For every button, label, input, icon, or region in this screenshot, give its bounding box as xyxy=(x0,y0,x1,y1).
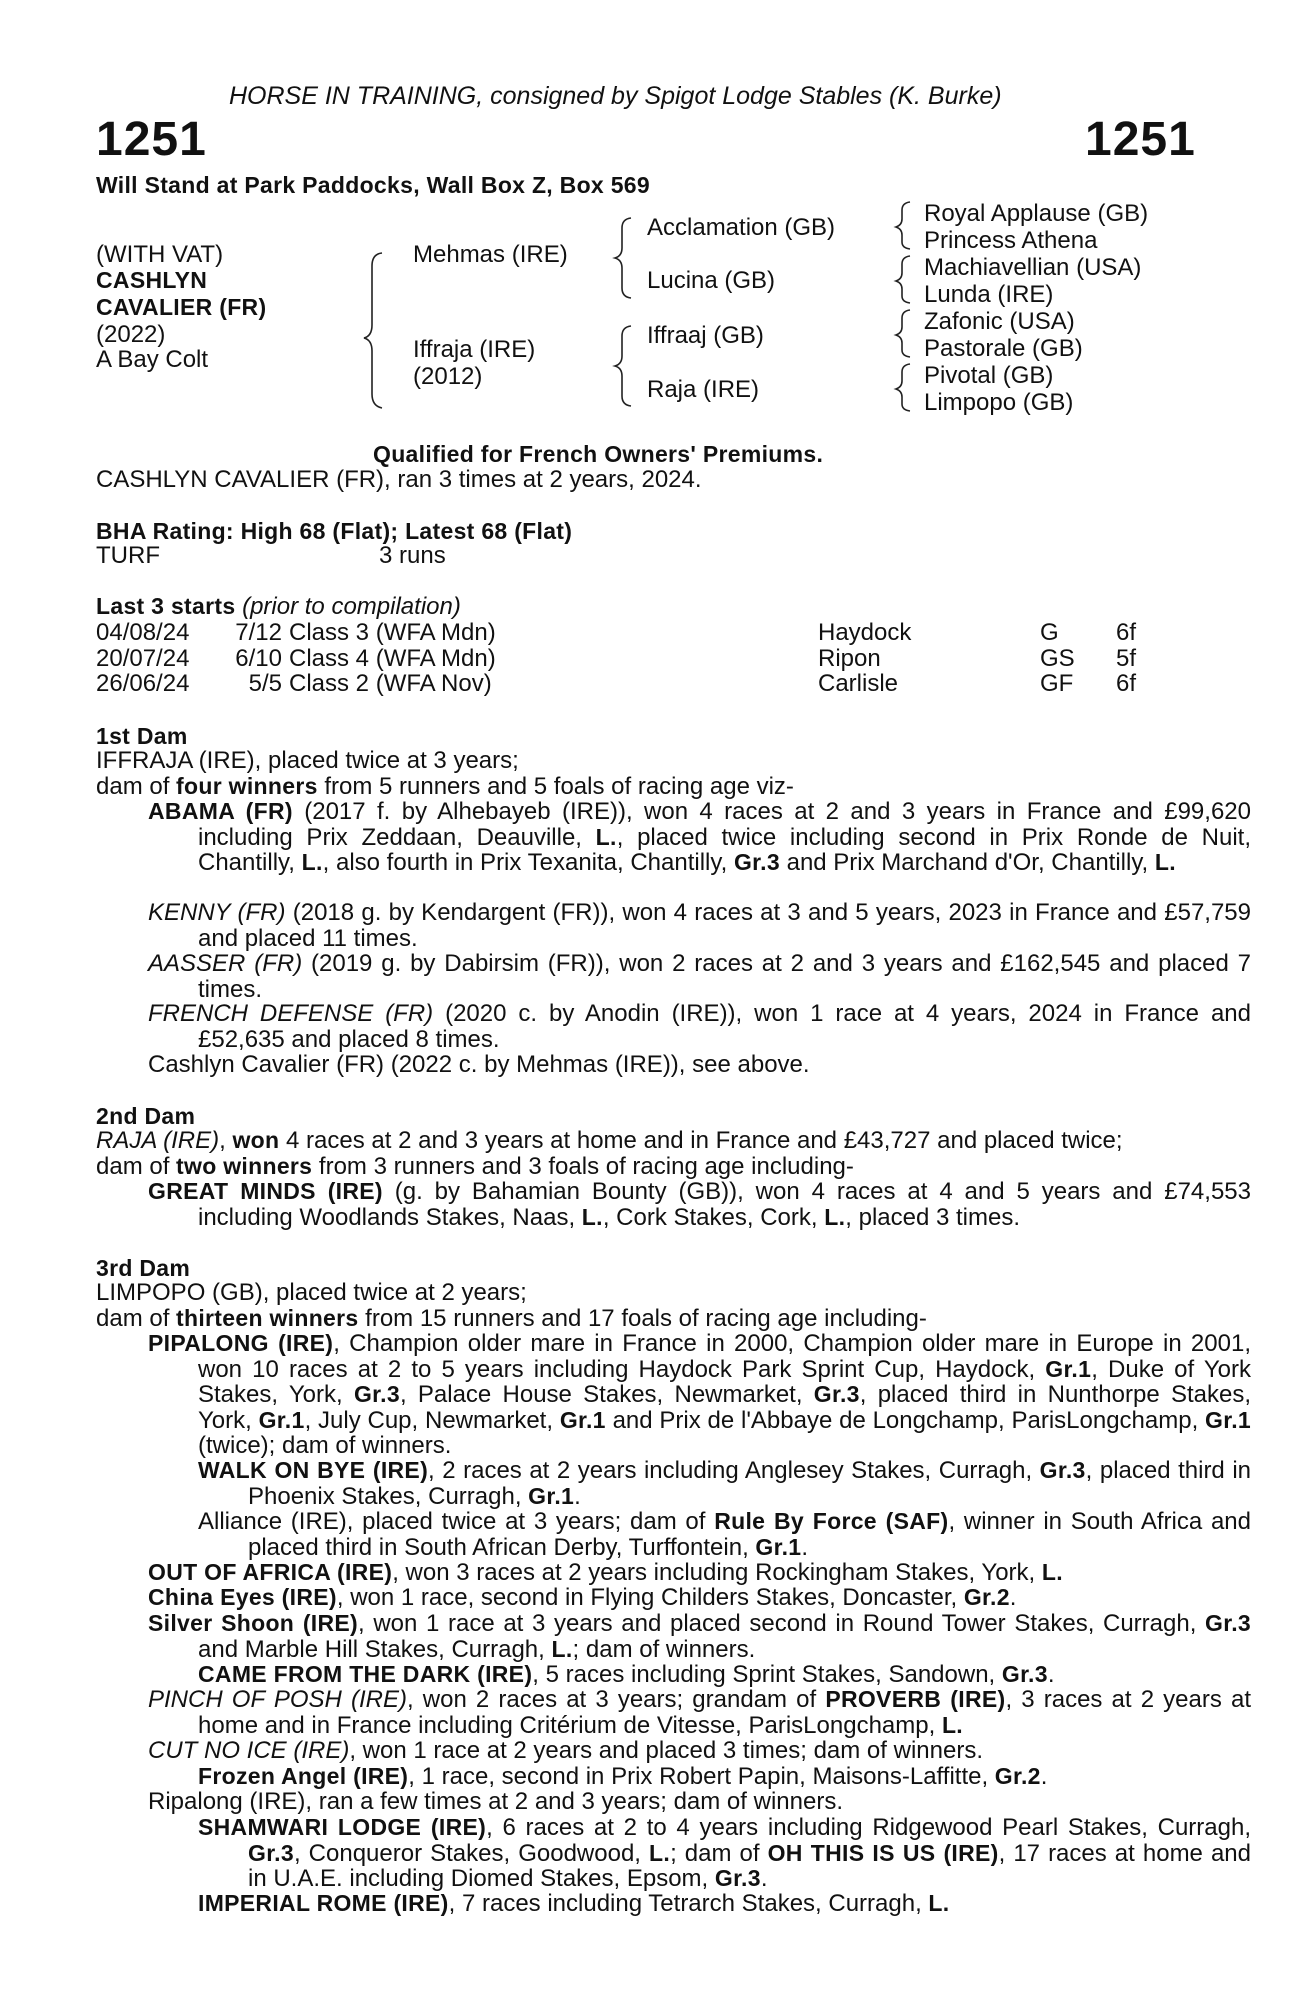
offspring-shamwari-lodge xyxy=(198,1815,1251,1892)
offspring-abama xyxy=(148,799,1251,876)
text-run: , placed 3 times. xyxy=(845,1203,1021,1231)
grade: Gr.1 xyxy=(258,1406,305,1433)
pedigree-gen4-6: Pastorale (GB) xyxy=(924,335,1083,362)
grade: Gr.3 xyxy=(1205,1610,1251,1636)
text-run: ; dam of xyxy=(670,1839,768,1867)
dam3-heading: 3rd Dam xyxy=(96,1255,191,1281)
grade: L. xyxy=(1041,1559,1063,1585)
pedigree-gen4-7: Pivotal (GB) xyxy=(924,362,1054,389)
dam1-line1: IFFRAJA (IRE), placed twice at 3 years; xyxy=(96,747,519,774)
text-run: , 2 races at 2 years including Anglesey Stakes, Curragh, xyxy=(428,1457,1040,1484)
start-course: Haydock xyxy=(818,619,912,646)
lot-number-left: 1251 xyxy=(96,113,207,166)
grade: Gr.1 xyxy=(1205,1406,1252,1433)
start-course: Carlisle xyxy=(818,670,899,697)
grade: Gr.1 xyxy=(528,1482,575,1509)
consignment-line: HORSE IN TRAINING, consigned by Spigot Lodge Stables (K. Burke) xyxy=(229,82,1002,110)
pedigree-gen3-1: Acclamation (GB) xyxy=(647,214,836,241)
grade: L. xyxy=(824,1203,846,1230)
start-distance: 5f xyxy=(1116,644,1137,672)
start-position: 7/12 xyxy=(235,619,282,646)
grade: Gr.3 xyxy=(733,849,780,875)
dam2-line2 xyxy=(96,1154,854,1180)
horse-description: A Bay Colt xyxy=(96,346,209,373)
start-race: Class 4 (WFA Mdn) xyxy=(289,644,496,672)
grade: L. xyxy=(301,849,323,875)
grade: L. xyxy=(928,1890,950,1916)
text-run: , Champion older mare in France in 2000, Champion older mare in Europe in 2001, won 10 races at 2 to 5 years including Haydock Park Sprint Cup, Haydock, xyxy=(198,1330,1251,1383)
dam1-heading: 1st Dam xyxy=(96,723,188,749)
offspring-name: FRENCH DEFENSE (FR) xyxy=(148,1000,434,1027)
text-run: , 6 races at 2 to 4 years including Ridgewood Pearl Stakes, Curragh, xyxy=(486,1814,1251,1841)
start-course-col xyxy=(818,620,911,697)
horse-name-line1: CASHLYN xyxy=(96,266,208,293)
offspring-name: Silver Shoon (IRE) xyxy=(148,1610,358,1636)
text-run: . xyxy=(1040,1763,1048,1790)
offspring-ripalong: Ripalong (IRE), ran a few times at 2 and 3 years; dam of winners. xyxy=(148,1788,843,1815)
text-run: , Conqueror Stakes, Goodwood, xyxy=(293,1839,650,1867)
offspring-china-eyes xyxy=(148,1585,1016,1611)
offspring-name: China Eyes (IRE) xyxy=(148,1584,337,1610)
winners-count: two winners xyxy=(176,1153,313,1179)
grade: Gr.3 xyxy=(714,1865,761,1891)
start-race: Class 2 (WFA Nov) xyxy=(289,670,492,697)
dam3-line1: LIMPOPO (GB), placed twice at 2 years; xyxy=(96,1279,527,1306)
offspring-name: PINCH OF POSH (IRE) xyxy=(148,1686,407,1713)
text-run: from 15 runners and 17 foals of racing age including- xyxy=(358,1305,927,1332)
pedigree-dam-year: (2012) xyxy=(413,363,483,390)
offspring-name: KENNY (FR) xyxy=(148,899,286,926)
offspring-name: GREAT MINDS (IRE) xyxy=(148,1178,383,1204)
pedigree-gen3-2: Lucina (GB) xyxy=(647,267,776,294)
text-run: (g. by Bahamian Bounty (GB)), won 4 races at 4 and 5 years and £74,553 including Woodlands Stakes, Naas, xyxy=(198,1178,1251,1231)
text-run: dam of xyxy=(96,1305,177,1332)
start-distance: 6f xyxy=(1116,619,1137,646)
text-run: (2020 c. by Anodin (IRE)), won 1 race at 4 years, 2024 in France and £52,635 and placed 8 times. xyxy=(198,1000,1251,1053)
text-run: , Cork Stakes, Cork, xyxy=(602,1203,825,1231)
text-run: Alliance (IRE), placed twice at 3 years; dam of xyxy=(198,1508,715,1535)
grade: Gr.3 xyxy=(1039,1457,1086,1483)
text-run: . xyxy=(760,1865,768,1892)
text-run: , 17 races at home and in U.A.E. including Diomed Stakes, Epsom, xyxy=(248,1839,1251,1892)
offspring-kenny xyxy=(148,900,1251,951)
offspring-name: SHAMWARI LODGE (IRE) xyxy=(198,1814,487,1840)
grade: Gr.3 xyxy=(1001,1661,1048,1687)
start-date: 04/08/24 xyxy=(96,619,190,646)
last-starts-note: (prior to compilation) xyxy=(242,593,461,620)
pedigree-dam: Iffraja (IRE) xyxy=(413,336,536,363)
dam-name: RAJA (IRE) xyxy=(96,1127,220,1154)
text-run: . xyxy=(574,1482,581,1510)
text-run: , won 1 race at 3 years and placed second in Round Tower Stakes, Curragh, xyxy=(358,1610,1206,1637)
start-date: 26/06/24 xyxy=(96,670,190,697)
text-run: from 5 runners and 5 foals of racing age viz- xyxy=(317,773,794,800)
text-run: dam of xyxy=(96,1153,177,1180)
text-run: . xyxy=(1009,1584,1017,1611)
offspring-name: CUT NO ICE (IRE) xyxy=(148,1737,350,1764)
text-run: (twice); dam of winners. xyxy=(198,1432,452,1459)
bha-surface: TURF xyxy=(96,542,160,569)
offspring-name: Rule By Force (SAF) xyxy=(714,1508,949,1534)
start-pos-col xyxy=(210,620,282,697)
pedigree-gen4-3: Machiavellian (USA) xyxy=(924,254,1142,281)
text-run: , Palace House Stakes, Newmarket, xyxy=(399,1381,814,1408)
grade: Gr.2 xyxy=(963,1584,1010,1610)
offspring-name: IMPERIAL ROME (IRE) xyxy=(198,1890,449,1916)
bha-rating: BHA Rating: High 68 (Flat); Latest 68 (Flat) xyxy=(96,518,573,544)
text-run: (2017 f. by Alhebayeb (IRE)), won 4 races at 2 and 3 years in France and £99,620 including Prix Zeddaan, Deauville, xyxy=(198,798,1251,851)
pedigree-gen4-8: Limpopo (GB) xyxy=(924,389,1074,416)
text-run: , won 1 race, second in Flying Childers Stakes, Doncaster, xyxy=(336,1584,964,1611)
pedigree-gen4-1: Royal Applause (GB) xyxy=(924,200,1149,227)
pedigree-gen4-2: Princess Athena xyxy=(924,227,1098,254)
offspring-alliance xyxy=(198,1509,1251,1560)
grade: Gr.1 xyxy=(755,1533,802,1560)
offspring-frozen-angel xyxy=(198,1764,1047,1790)
offspring-name: PIPALONG (IRE) xyxy=(148,1330,334,1356)
premiums-note: Qualified for French Owners' Premiums. xyxy=(373,441,824,467)
pedigree-gen4-4: Lunda (IRE) xyxy=(924,281,1054,308)
pedigree-gen3-4: Raja (IRE) xyxy=(647,376,760,403)
start-position: 6/10 xyxy=(235,644,282,672)
pedigree-sire: Mehmas (IRE) xyxy=(413,241,568,268)
text-run: , 1 race, second in Prix Robert Papin, Maisons-Laffitte, xyxy=(408,1763,995,1790)
ran-summary: CASHLYN CAVALIER (FR), ran 3 times at 2 years, 2024. xyxy=(96,466,702,493)
text-run: , won 3 races at 2 years including Rockingham Stakes, York, xyxy=(392,1559,1042,1586)
stand-location: Will Stand at Park Paddocks, Wall Box Z, Box 569 xyxy=(96,172,650,198)
offspring-name: CAME FROM THE DARK (IRE) xyxy=(198,1661,533,1687)
pedigree-gen3-3: Iffraaj (GB) xyxy=(647,322,764,349)
vat-note: (WITH VAT) xyxy=(96,241,224,268)
horse-name-line2: CAVALIER (FR) xyxy=(96,294,267,320)
grade: L. xyxy=(595,823,617,850)
bha-runs: 3 runs xyxy=(379,542,446,569)
text-run: , xyxy=(219,1127,233,1154)
offspring-pipalong xyxy=(148,1331,1251,1459)
start-going-col xyxy=(1040,620,1075,697)
start-distance: 6f xyxy=(1116,670,1137,697)
start-going: G xyxy=(1040,619,1059,646)
dam2-heading: 2nd Dam xyxy=(96,1103,196,1129)
text-run: , 5 races including Sprint Stakes, Sandown, xyxy=(532,1661,1002,1688)
start-date: 20/07/24 xyxy=(96,644,190,672)
text-run: , winner in South Africa and placed third in South African Derby, Turffontein, xyxy=(248,1508,1251,1561)
start-race: Class 3 (WFA Mdn) xyxy=(289,619,496,646)
text-run: , won 1 race at 2 years and placed 3 times; dam of winners. xyxy=(349,1737,983,1764)
grade: Gr.1 xyxy=(559,1406,606,1433)
grade: L. xyxy=(941,1711,963,1738)
offspring-aasser xyxy=(148,951,1251,1002)
grade: L. xyxy=(649,1839,671,1866)
pedigree-gen4-5: Zafonic (USA) xyxy=(924,308,1075,335)
text-run: 4 races at 2 and 3 years at home and in France and £43,727 and placed twice; xyxy=(279,1127,1123,1154)
offspring-name: AASSER (FR) xyxy=(148,950,303,977)
grandson-name: PROVERB (IRE) xyxy=(825,1686,1006,1712)
last-starts-heading xyxy=(96,594,461,620)
offspring-pinch-of-posh xyxy=(148,1687,1251,1738)
offspring-name: OUT OF AFRICA (IRE) xyxy=(148,1559,393,1585)
text-run: , Duke of York Stakes, York, xyxy=(198,1355,1251,1408)
offspring-french-defense xyxy=(148,1001,1251,1052)
text-run: , placed twice including second in Prix Ronde de Nuit, Chantilly, xyxy=(198,823,1251,876)
text-run: and Marble Hill Stakes, Curragh, xyxy=(198,1635,552,1663)
offspring-name: WALK ON BYE (IRE) xyxy=(198,1457,429,1483)
lot-number-right: 1251 xyxy=(1085,113,1196,166)
offspring-out-of-africa xyxy=(148,1560,1063,1586)
text-run: ; dam of winners. xyxy=(572,1635,756,1663)
start-date-col xyxy=(96,620,189,697)
start-course: Ripon xyxy=(818,644,881,672)
grade: Gr.3 xyxy=(813,1381,860,1407)
text-run: , 3 races at 2 years at home and in France including Critérium de Vitesse, ParisLongchamp, xyxy=(198,1686,1252,1739)
grade: L. xyxy=(551,1635,573,1662)
last-starts-title: Last 3 starts xyxy=(96,593,236,619)
offspring-cashlyn: Cashlyn Cavalier (FR) (2022 c. by Mehmas (IRE)), see above. xyxy=(148,1051,810,1078)
text-run: . xyxy=(801,1533,809,1561)
text-run: . xyxy=(1047,1661,1055,1688)
offspring-silver-shoon xyxy=(148,1611,1251,1662)
dam3-line2 xyxy=(96,1306,927,1332)
offspring-imperial-rome xyxy=(198,1891,949,1917)
offspring-walk-on-bye xyxy=(198,1458,1251,1509)
text-run: , also fourth in Prix Texanita, Chantilly, xyxy=(322,849,734,876)
text-run: , placed third in Nunthorpe Stakes, York, xyxy=(198,1381,1251,1434)
start-going: GF xyxy=(1040,670,1074,697)
grade: L. xyxy=(581,1203,603,1230)
text-run: dam of xyxy=(96,773,177,800)
text-run: (2019 g. by Dabirsim (FR)), won 2 races at 2 and 3 years and £162,545 and placed 7 times. xyxy=(198,950,1252,1003)
winners-count: thirteen winners xyxy=(176,1305,359,1331)
foaling-year: (2022) xyxy=(96,320,166,348)
start-position: 5/5 xyxy=(248,670,282,697)
text-run: (2018 g. by Kendargent (FR)), won 4 races at 3 and 5 years, 2023 in France and £57,759 and placed 11 times. xyxy=(198,899,1251,952)
grade: Gr.3 xyxy=(248,1839,294,1866)
text-run: and Prix de l'Abbaye de Longchamp, ParisLongchamp, xyxy=(605,1406,1206,1434)
grade: Gr.3 xyxy=(353,1381,400,1407)
dam1-line2 xyxy=(96,774,794,800)
grade: Gr.1 xyxy=(1045,1355,1092,1382)
dam2-line1 xyxy=(96,1128,1123,1154)
text-run: , placed third in Phoenix Stakes, Curragh, xyxy=(248,1457,1251,1510)
grade: L. xyxy=(1154,849,1176,875)
grade: Gr.2 xyxy=(994,1763,1041,1789)
start-race-col xyxy=(289,620,496,697)
offspring-came-from-the-dark xyxy=(198,1662,1055,1688)
text-run: from 3 runners and 3 foals of racing age including- xyxy=(312,1153,854,1180)
offspring-cut-no-ice xyxy=(148,1738,983,1764)
offspring-great-minds xyxy=(148,1179,1251,1230)
start-dist-col xyxy=(1116,620,1136,697)
text-run: , 7 races including Tetrarch Stakes, Curragh, xyxy=(448,1890,929,1917)
start-going: GS xyxy=(1040,644,1075,672)
won-label: won xyxy=(232,1127,280,1153)
offspring-name: Frozen Angel (IRE) xyxy=(198,1763,409,1789)
text-run: , July Cup, Newmarket, xyxy=(304,1406,560,1434)
winners-count: four winners xyxy=(176,773,318,799)
offspring-name: ABAMA (FR) xyxy=(148,798,293,824)
text-run: , won 2 races at 3 years; grandam of xyxy=(406,1686,826,1713)
grand-offspring-name: OH THIS IS US (IRE) xyxy=(767,1839,999,1866)
text-run: and Prix Marchand d'Or, Chantilly, xyxy=(779,849,1155,876)
